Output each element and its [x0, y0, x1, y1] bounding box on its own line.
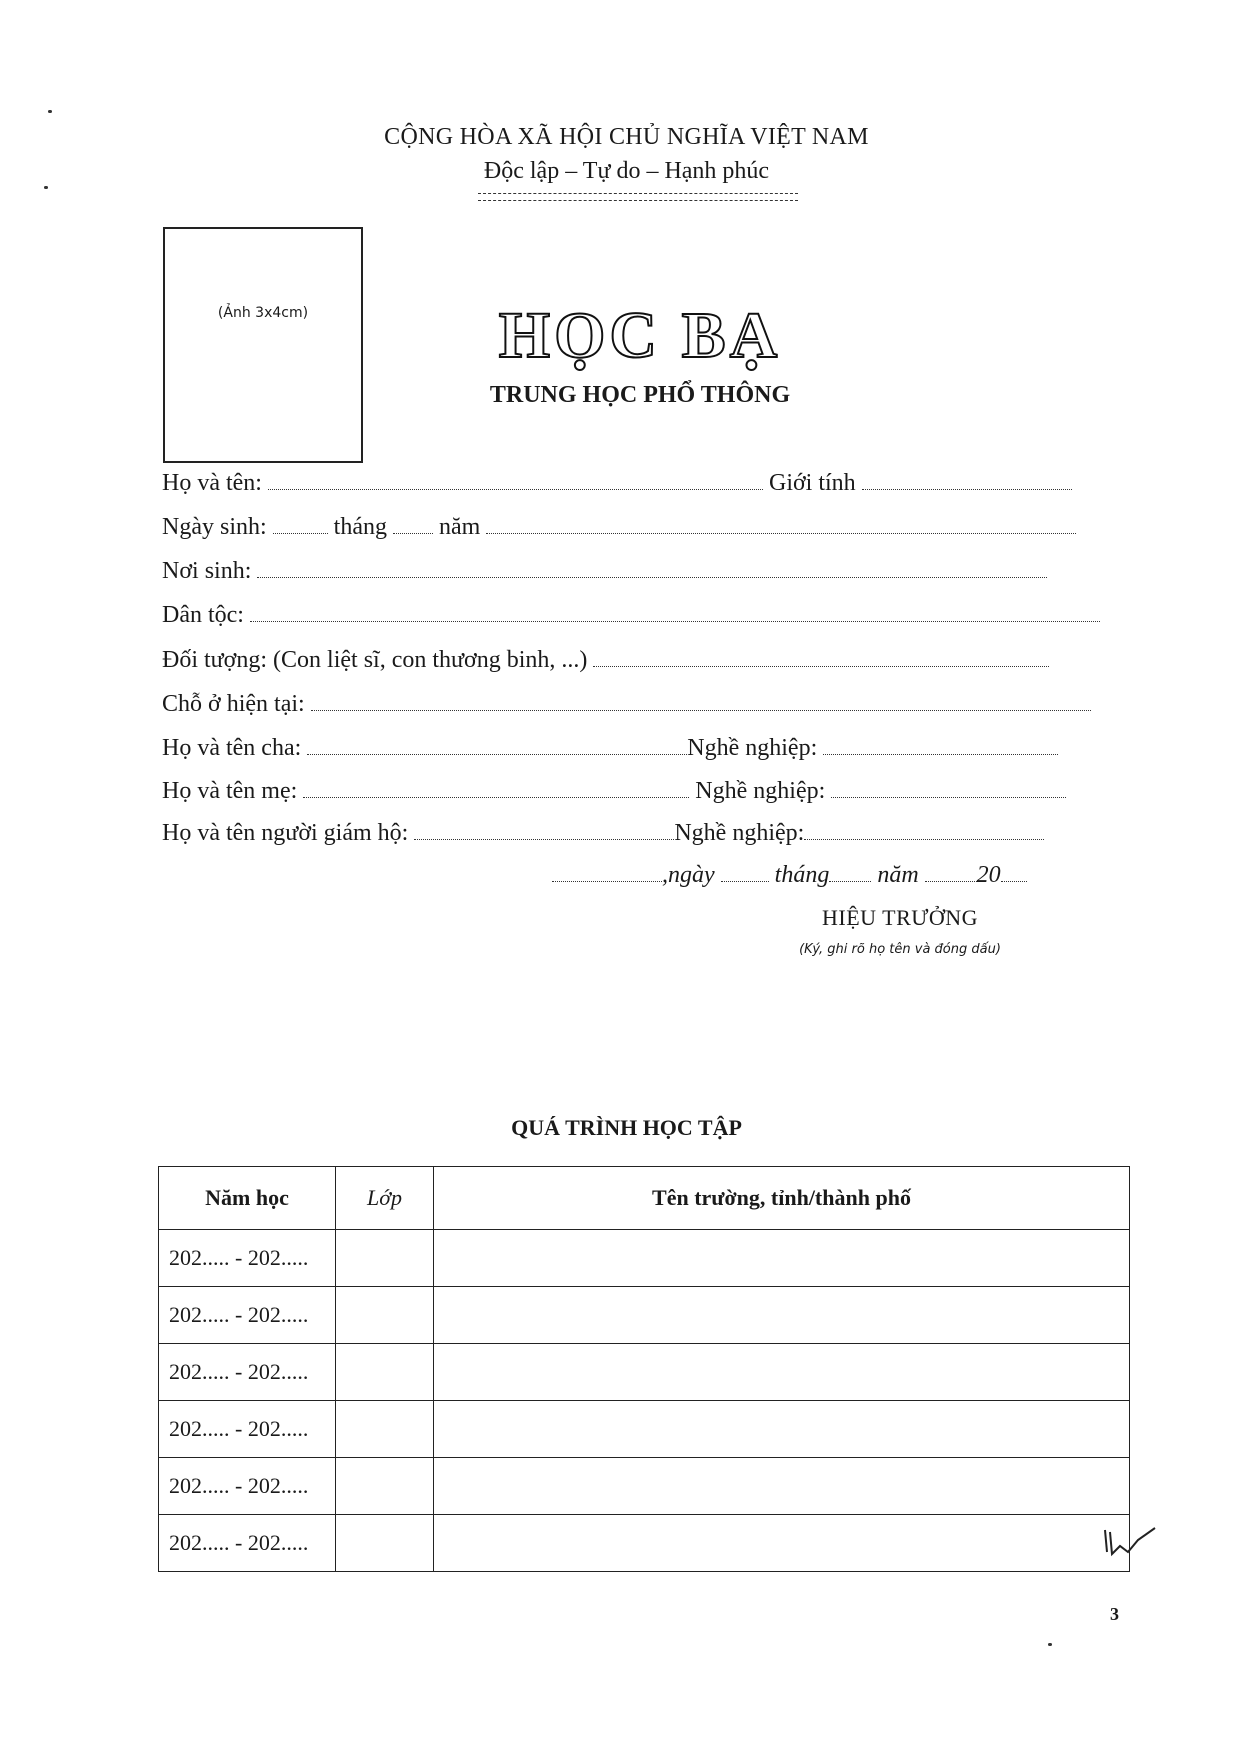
field-dob-year-label: năm	[439, 514, 481, 540]
scan-speck	[44, 186, 48, 189]
field-gender-blank[interactable]	[862, 471, 1072, 490]
year-cell: 202..... - 202.....	[159, 1230, 336, 1287]
field-residence-row	[162, 691, 1091, 723]
field-guardian-occupation-label: Nghề nghiệp:	[674, 820, 805, 846]
field-dob-row	[162, 514, 1076, 546]
date-year-blank[interactable]	[925, 863, 977, 882]
school-cell[interactable]	[434, 1401, 1130, 1458]
field-ethnicity-blank[interactable]	[250, 603, 1100, 622]
class-cell[interactable]	[336, 1287, 434, 1344]
field-guardian-label: Họ và tên người giám hộ:	[162, 820, 409, 846]
history-section-title: QUÁ TRÌNH HỌC TẬP	[511, 1115, 742, 1140]
field-name-label: Họ và tên:	[162, 470, 262, 496]
class-cell[interactable]	[336, 1515, 434, 1572]
school-cell[interactable]	[434, 1458, 1130, 1515]
field-category-label: Đối tượng: (Con liệt sĩ, con thương binh, ...)	[162, 647, 588, 673]
field-father-occupation-label: Nghề nghiệp:	[687, 735, 818, 761]
class-cell[interactable]	[336, 1458, 434, 1515]
table-row	[159, 1230, 1130, 1287]
field-father-label: Họ và tên cha:	[162, 735, 302, 761]
year-cell: 202..... - 202.....	[159, 1287, 336, 1344]
scan-speck	[48, 110, 52, 113]
field-residence-label: Chỗ ở hiện tại:	[162, 691, 305, 717]
history-table	[158, 1166, 1130, 1572]
field-father-row	[162, 735, 1058, 767]
header-school-year: Năm học	[159, 1167, 336, 1230]
field-dob-month-label: tháng	[333, 514, 387, 540]
field-mother-blank[interactable]	[303, 779, 689, 798]
field-category-blank[interactable]	[593, 648, 1049, 667]
table-row	[159, 1515, 1130, 1572]
date-day-label: ,ngày	[662, 862, 715, 888]
class-cell[interactable]	[336, 1230, 434, 1287]
photo-placeholder	[163, 227, 363, 463]
class-cell[interactable]	[336, 1401, 434, 1458]
page-number: 3	[1110, 1604, 1119, 1624]
field-ethnicity-label: Dân tộc:	[162, 602, 244, 628]
signature-note: (Ký, ghi rõ họ tên và đóng dấu)	[799, 942, 1001, 957]
year-cell: 202..... - 202.....	[159, 1458, 336, 1515]
motto: Độc lập – Tự do – Hạnh phúc	[483, 158, 770, 184]
date-century: 20	[976, 862, 1001, 888]
field-mother-label: Họ và tên mẹ:	[162, 778, 298, 804]
date-month-label: tháng	[774, 862, 830, 888]
school-cell[interactable]	[434, 1287, 1130, 1344]
field-guardian-row	[162, 820, 1044, 852]
date-place-blank[interactable]	[552, 863, 662, 882]
date-year-suffix-blank[interactable]	[1001, 863, 1027, 882]
principal-title: HIỆU TRƯỞNG	[822, 905, 978, 930]
date-month-blank[interactable]	[829, 863, 871, 882]
field-birthplace-label: Nơi sinh:	[162, 558, 252, 584]
nation-heading: CỘNG HÒA XÃ HỘI CHỦ NGHĨA VIỆT NAM	[384, 124, 869, 150]
field-dob-day-blank[interactable]	[273, 515, 328, 534]
header-school-name: Tên trường, tỉnh/thành phố	[434, 1167, 1130, 1230]
school-cell[interactable]	[434, 1515, 1130, 1572]
field-mother-occupation-label: Nghề nghiệp:	[695, 778, 826, 804]
class-cell[interactable]	[336, 1344, 434, 1401]
field-dob-label: Ngày sinh:	[162, 514, 267, 540]
scan-speck	[1048, 1643, 1052, 1646]
field-father-blank[interactable]	[307, 736, 687, 755]
field-category-row	[162, 647, 1049, 679]
field-birthplace-row	[162, 558, 1047, 590]
header-class: Lớp	[336, 1167, 434, 1230]
double-rule-divider	[478, 193, 798, 201]
table-row	[159, 1344, 1130, 1401]
year-cell: 202..... - 202.....	[159, 1344, 336, 1401]
year-cell: 202..... - 202.....	[159, 1515, 336, 1572]
field-birthplace-blank[interactable]	[257, 559, 1047, 578]
date-year-label: năm	[877, 862, 919, 888]
table-row	[159, 1401, 1130, 1458]
school-cell[interactable]	[434, 1230, 1130, 1287]
table-row	[159, 1458, 1130, 1515]
initials-mark	[1100, 1522, 1160, 1562]
field-residence-blank[interactable]	[311, 692, 1091, 711]
table-row	[159, 1287, 1130, 1344]
field-guardian-blank[interactable]	[414, 821, 674, 840]
document-subtitle: TRUNG HỌC PHỔ THÔNG	[489, 382, 791, 408]
field-mother-occupation-blank[interactable]	[831, 779, 1066, 798]
year-cell: 202..... - 202.....	[159, 1401, 336, 1458]
history-header-row	[159, 1167, 1130, 1230]
field-guardian-occupation-blank[interactable]	[804, 821, 1044, 840]
field-ethnicity-row	[162, 602, 1100, 634]
field-dob-month-blank[interactable]	[393, 515, 433, 534]
signature-date-row	[552, 862, 1027, 894]
field-dob-year-blank[interactable]	[486, 515, 1076, 534]
field-name-row	[162, 470, 1072, 502]
field-mother-row	[162, 778, 1066, 810]
school-cell[interactable]	[434, 1344, 1130, 1401]
date-day-blank[interactable]	[721, 863, 769, 882]
photo-label: (Ảnh 3x4cm)	[217, 305, 309, 321]
document-title: HỌC BẠ	[498, 299, 782, 372]
field-father-occupation-blank[interactable]	[823, 736, 1058, 755]
field-name-blank[interactable]	[268, 471, 763, 490]
field-gender-label: Giới tính	[768, 470, 856, 496]
